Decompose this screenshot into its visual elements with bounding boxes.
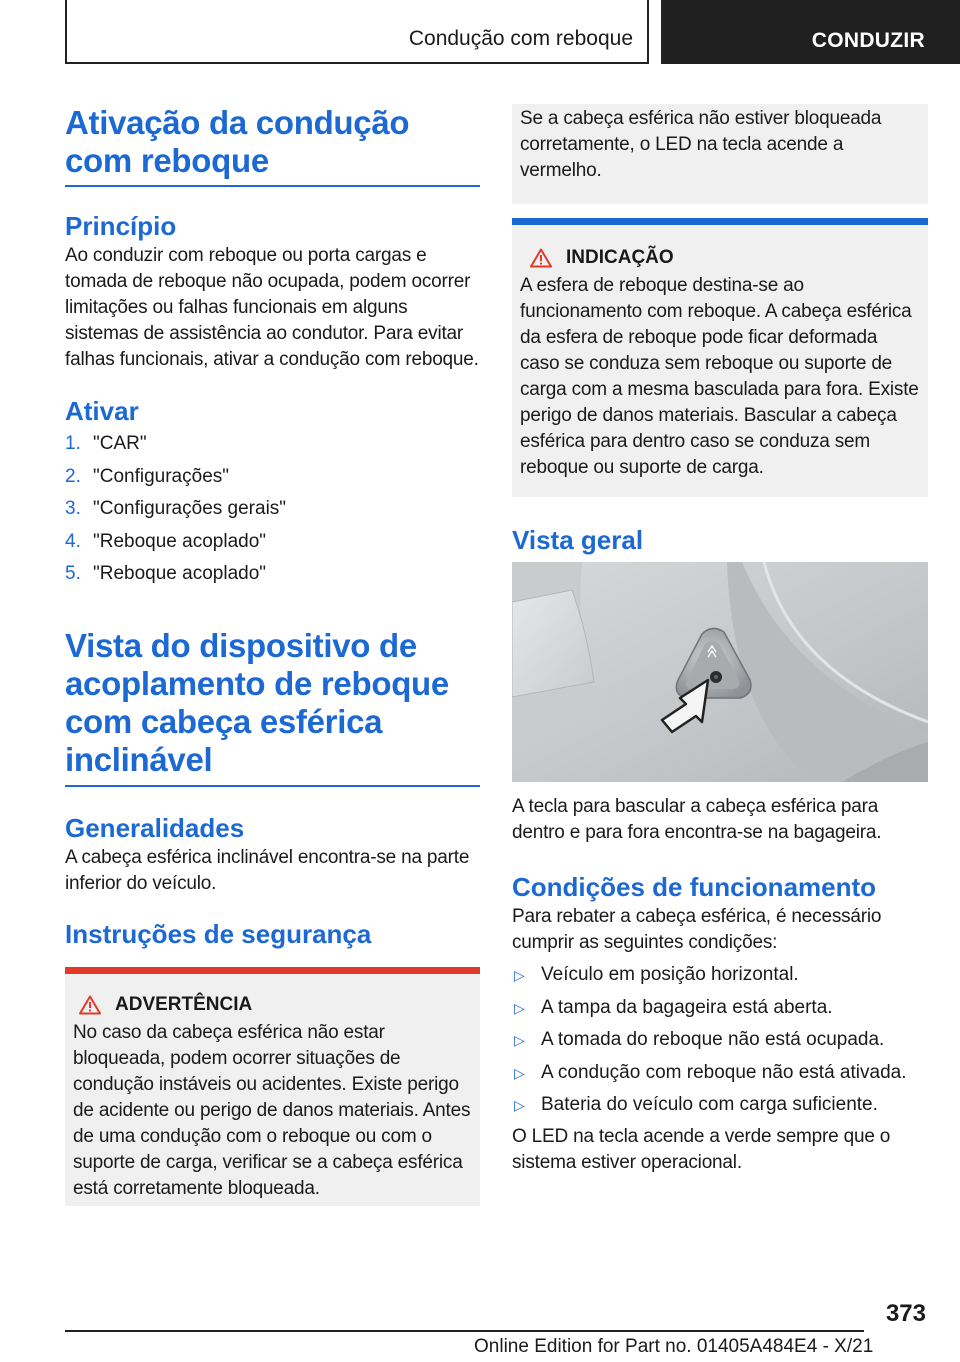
list-item [65,526,480,559]
step-number: 2. [65,465,81,487]
warning-label: ADVERTÊNCIA [115,993,253,1015]
list-item [512,992,928,1025]
list-item [65,493,480,526]
trunk-button-image [512,562,928,782]
step-text: "Reboque acoplado" [93,530,267,552]
list-item [512,1057,928,1090]
condition-text: A tampa da bagageira está aberta. [541,996,833,1018]
heading-safety: Instruções de segurança [65,918,372,949]
warning-text: No caso da cabeça esférica não estar bloqueada, podem ocorrer situações de condução instáveis ou acidentes. Existe perigo de acidente ou perigo de danos materiais. Antes de uma condução com o reboque ou com o suporte de carga, verificar se a cabeça esférica está corretamente bloqueada. [73,1021,471,1199]
condition-text: Bateria do veículo com carga suficiente. [541,1094,878,1115]
step-text: "CAR" [93,433,147,454]
step-text: "Configurações" [93,465,230,487]
general-text: A cabeça esférica inclinável encontra-se na parte inferior do veículo. [65,846,470,894]
activate-steps [65,428,480,591]
heading-general: Generalidades [65,812,245,843]
warning-continued-text: Se a cabeça esférica não estiver bloqueada corretamente, o LED na tecla acende a vermelho. [520,108,882,181]
step-number: 5. [65,563,81,584]
triangle-bullet-icon: ▷ [514,1097,525,1113]
triangle-bullet-icon: ▷ [514,999,525,1016]
left-column [65,104,480,1206]
section-title-activation: Ativação da condução com reboque [65,104,410,179]
footer-edition: Online Edition for Part no. 01405A484E4 - X/21 [474,1336,874,1357]
step-number: 1. [65,433,81,454]
page-number: 373 [885,1300,926,1327]
note-header [520,247,920,269]
warning-triangle-icon [79,995,101,1015]
conditions-list [512,959,928,1122]
step-text: "Reboque acoplado" [93,563,267,584]
footer-rule [65,1330,864,1332]
header-chapter-tab [661,0,960,64]
warning-header [73,994,472,1016]
condition-text: A condução com reboque não está ativada. [541,1061,907,1083]
title-rule [65,185,480,187]
triangle-bullet-icon: ▷ [514,1032,525,1048]
warning-box [65,967,480,1206]
heading-overview: Vista geral [512,525,644,555]
header-chapter-title: CONDUZIR [811,29,925,52]
note-label: INDICAÇÃO [566,247,674,268]
step-text: "Configurações gerais" [93,498,287,519]
section-title-coupling: Vista do dispositivo de acoplamento de reboque com cabeça esférica inclinável [65,626,449,778]
principle-text: Ao conduzir com reboque ou porta cargas e tomada de reboque não ocupada, podem ocorrer limitações ou falhas funcionais em alguns sistemas de assistência ao condutor. Para evitar falhas funcionais, ativar a condução com reboque. [65,245,479,370]
right-column [512,104,928,555]
step-number: 4. [65,530,81,552]
list-item [65,428,480,461]
warning-box-continued [512,104,928,204]
warning-triangle-icon [530,248,552,268]
list-item [512,959,928,992]
conditions-outro: O LED na tecla acende a verde sempre que o sistema estiver operacional. [512,1125,891,1173]
heading-conditions: Condições de funcionamento [512,872,877,902]
header-section-title: Condução com reboque [408,27,633,50]
list-item [512,1024,928,1057]
list-item [65,558,480,591]
condition-text: Veículo em posição horizontal. [541,964,799,985]
triangle-bullet-icon: ▷ [514,1064,525,1081]
condition-text: A tomada do reboque não está ocupada. [541,1029,885,1050]
step-number: 3. [65,498,81,519]
title-rule [65,785,480,787]
note-text: A esfera de reboque destina-se ao funcionamento com reboque. A cabeça esférica da esfera de reboque pode ficar deformada caso se conduza sem reboque ou suporte de carga com a mesma basculada para fora. Existe perigo de danos materiais. Bascular a cabeça esférica para dentro caso se conduza sem reboque ou suporte de carga. [520,275,919,478]
note-box [512,218,928,497]
list-item [512,1089,928,1122]
heading-activate: Ativar [65,396,139,426]
list-item [65,461,480,494]
triangle-bullet-icon: ▷ [514,967,525,983]
right-column-lower [512,794,928,1176]
conditions-intro: Para rebater a cabeça esférica, é necessário cumprir as seguintes condições: [512,906,882,953]
overview-caption: A tecla para bascular a cabeça esférica para dentro e para fora encontra-se na bagageira. [512,796,882,843]
header-section-tab [65,0,649,64]
heading-principle: Princípio [65,211,177,241]
